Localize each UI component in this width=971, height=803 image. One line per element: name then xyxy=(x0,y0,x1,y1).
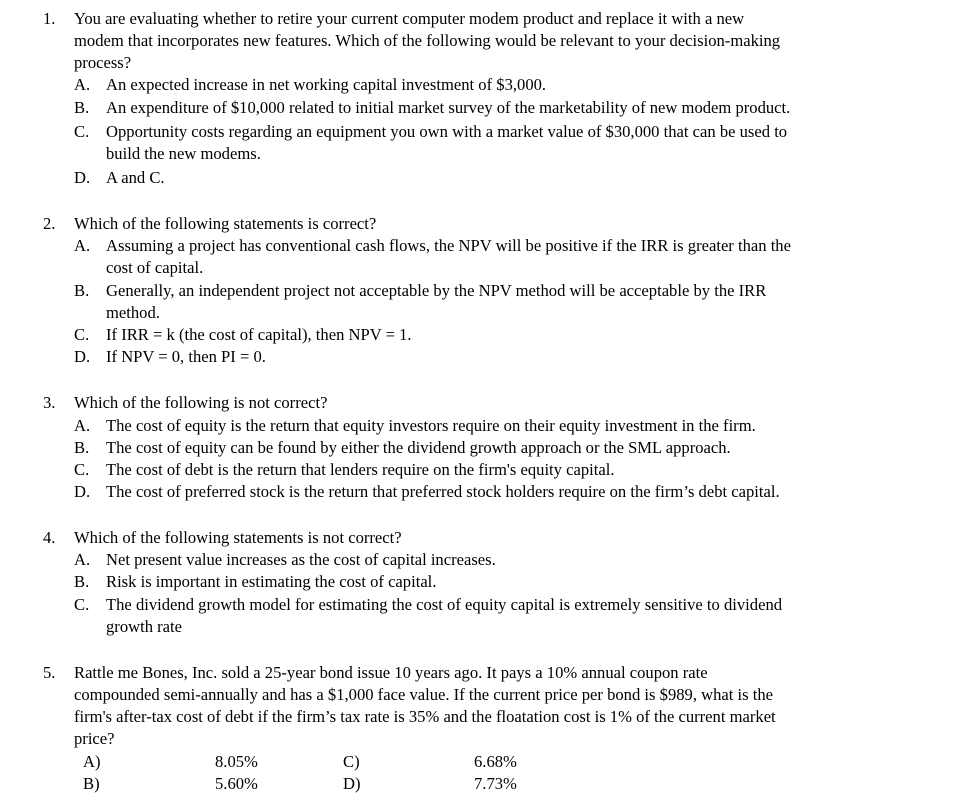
option-text: The cost of preferred stock is the return that preferred stock holders require on the firm’s debt capital. xyxy=(106,482,780,501)
question-stem-line: Which of the following statements is not correct? xyxy=(74,528,402,547)
option-text: Assuming a project has conventional cash flows, the NPV will be positive if the IRR is greater than the xyxy=(106,236,791,255)
option-letter: B. xyxy=(74,438,90,457)
question-stem-line: process? xyxy=(74,53,132,72)
question-number: 4. xyxy=(43,528,56,547)
option-letter: C. xyxy=(74,122,90,141)
option-text: If IRR = k (the cost of capital), then NPV = 1. xyxy=(106,325,412,344)
option-text: The dividend growth model for estimating the cost of equity capital is extremely sensitive to dividend xyxy=(106,595,783,614)
option-text: growth rate xyxy=(106,617,183,636)
option-text: Generally, an independent project not acceptable by the NPV method will be acceptable by the IRR xyxy=(106,281,767,300)
option-letter: B) xyxy=(83,774,100,793)
question-number: 5. xyxy=(43,663,56,682)
option-value: 7.73% xyxy=(474,774,517,793)
question-stem-line: firm's after-tax cost of debt if the firm’s tax rate is 35% and the floatation cost is 1% of the current market xyxy=(74,707,776,726)
option-letter: D) xyxy=(343,774,361,793)
option-text: The cost of equity can be found by either the dividend growth approach or the SML approach. xyxy=(106,438,731,457)
option-text: A and C. xyxy=(106,168,165,187)
option-letter: D. xyxy=(74,482,91,501)
option-letter: C) xyxy=(343,752,360,771)
option-text: Net present value increases as the cost of capital increases. xyxy=(106,550,496,569)
option-letter: A. xyxy=(74,75,91,94)
option-letter: A. xyxy=(74,236,91,255)
option-text: Opportunity costs regarding an equipment you own with a market value of $30,000 that can be used to xyxy=(106,122,788,141)
question-stem-line: Rattle me Bones, Inc. sold a 25-year bond issue 10 years ago. It pays a 10% annual coupon rate xyxy=(74,663,708,682)
question-stem-line: modem that incorporates new features. Which of the following would be relevant to your decision-making xyxy=(74,31,781,50)
option-text: The cost of debt is the return that lenders require on the firm's equity capital. xyxy=(106,460,615,479)
option-letter: C. xyxy=(74,595,90,614)
question-stem-line: Which of the following is not correct? xyxy=(74,393,328,412)
option-letter: C. xyxy=(74,325,90,344)
option-letter: A. xyxy=(74,416,91,435)
option-text: Risk is important in estimating the cost of capital. xyxy=(106,572,437,591)
question-number: 2. xyxy=(43,214,56,233)
option-letter: C. xyxy=(74,460,90,479)
option-text: method. xyxy=(106,303,160,322)
option-text: If NPV = 0, then PI = 0. xyxy=(106,347,266,366)
option-text: cost of capital. xyxy=(106,258,204,277)
option-letter: A. xyxy=(74,550,91,569)
option-value: 8.05% xyxy=(215,752,258,771)
option-value: 6.68% xyxy=(474,752,517,771)
option-letter: A) xyxy=(83,752,101,771)
question-number: 3. xyxy=(43,393,56,412)
option-text: build the new modems. xyxy=(106,144,261,163)
option-letter: D. xyxy=(74,347,91,366)
option-text: The cost of equity is the return that equity investors require on their equity investment in the firm. xyxy=(106,416,756,435)
question-stem-line: price? xyxy=(74,729,115,748)
question-number: 1. xyxy=(43,9,56,28)
question-stem-line: compounded semi-annually and has a $1,000 face value. If the current price per bond is $989, what is the xyxy=(74,685,774,704)
question-stem-line: You are evaluating whether to retire your current computer modem product and replace it with a new xyxy=(74,9,745,28)
option-letter: B. xyxy=(74,98,90,117)
option-letter: D. xyxy=(74,168,91,187)
option-text: An expenditure of $10,000 related to initial market survey of the marketability of new modem product. xyxy=(106,98,791,117)
option-letter: B. xyxy=(74,281,90,300)
question-stem-line: Which of the following statements is correct? xyxy=(74,214,377,233)
option-text: An expected increase in net working capital investment of $3,000. xyxy=(106,75,547,94)
option-value: 5.60% xyxy=(215,774,258,793)
option-letter: B. xyxy=(74,572,90,591)
